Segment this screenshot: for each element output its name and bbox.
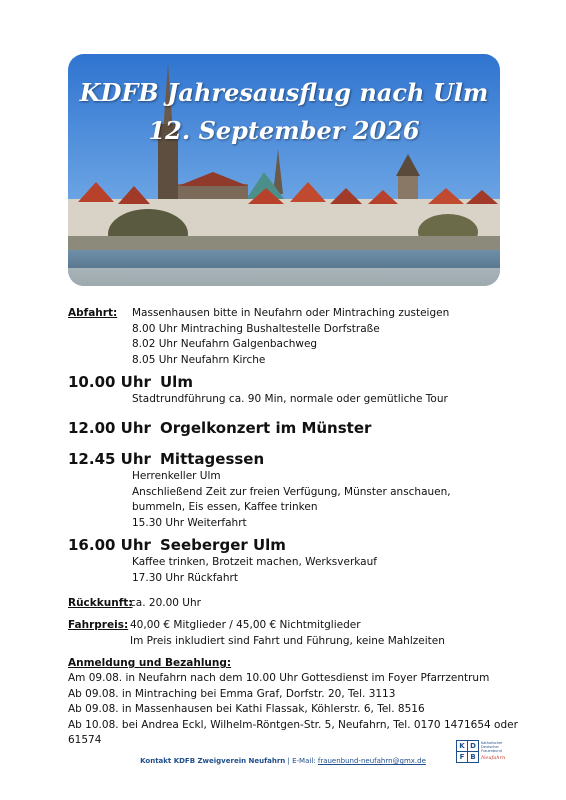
- schedule-time: 10.00 Uhr: [68, 373, 151, 391]
- price-details: [130, 618, 445, 649]
- hero-title-line1: KDFB Jahresausflug nach Ulm: [79, 78, 489, 107]
- footer-email-link[interactable]: frauenbund-neufahrn@gmx.de: [317, 757, 426, 765]
- logo-org-name: Katholischer Deutscher Frauenbund: [481, 741, 503, 754]
- schedule-detail: Herrenkeller Ulm: [132, 470, 221, 482]
- logo-letter-grid: [456, 740, 478, 762]
- registration-line: 61574: [68, 734, 102, 746]
- schedule-details: [132, 555, 377, 586]
- schedule-detail: Kaffee trinken, Brotzeit machen, Werksverkauf: [132, 556, 377, 568]
- schedule-title: Orgelkonzert im Münster: [160, 419, 372, 437]
- departure-line: Massenhausen bitte in Neufahrn oder Mintraching zusteigen: [132, 307, 450, 319]
- kdfb-logo: [456, 740, 510, 770]
- logo-letter: D: [467, 740, 479, 752]
- logo-letter: K: [456, 740, 468, 752]
- logo-script: Neufahrn: [481, 755, 506, 761]
- schedule-detail: 15.30 Uhr Weiterfahrt: [132, 516, 247, 529]
- price-line: Im Preis inkludiert sind Fahrt und Führung, keine Mahlzeiten: [130, 634, 445, 647]
- schedule-time: 12.00 Uhr: [68, 419, 151, 437]
- hero-photo: [68, 54, 500, 286]
- schedule-title: Ulm: [160, 373, 193, 391]
- schedule-detail: 17.30 Uhr Rückfahrt: [132, 571, 238, 584]
- schedule-time: 16.00 Uhr: [68, 536, 151, 554]
- schedule-title: Seeberger Ulm: [160, 536, 286, 554]
- registration-heading: Anmeldung und Bezahlung:: [68, 657, 232, 669]
- footer-separator: | E-Mail:: [285, 757, 318, 765]
- departure-label: Abfahrt:: [68, 307, 118, 319]
- registration-line: Am 09.08. in Neufahrn nach dem 10.00 Uhr Gottesdienst im Foyer Pfarrzentrum: [68, 672, 490, 684]
- departure-line: 8.02 Uhr Neufahrn Galgenbachweg: [132, 338, 318, 350]
- departure-line: 8.05 Uhr Neufahrn Kirche: [132, 353, 266, 366]
- schedule-detail: Anschließend Zeit zur freien Verfügung, Münster anschauen,: [132, 485, 451, 498]
- schedule-details: [132, 392, 448, 408]
- schedule-detail: Stadtrundführung ca. 90 Min, normale oder gemütliche Tour: [132, 393, 448, 405]
- hero-title-line2: 12. September 2026: [148, 116, 420, 145]
- footer-contact: Kontakt KDFB Zweigverein Neufahrn: [140, 757, 286, 765]
- registration-details: [68, 671, 518, 749]
- logo-letter: F: [456, 751, 468, 763]
- logo-letter: B: [467, 751, 479, 763]
- return-value: ca. 20.00 Uhr: [130, 597, 201, 609]
- departure-line: 8.00 Uhr Mintraching Bushaltestelle Dorfstraße: [132, 322, 380, 335]
- schedule-detail: bummeln, Eis essen, Kaffee trinken: [132, 501, 318, 513]
- price-label: Fahrpreis:: [68, 619, 129, 631]
- price-line: 40,00 € Mitglieder / 45,00 € Nichtmitglieder: [130, 619, 361, 631]
- schedule-title: Mittagessen: [160, 450, 265, 468]
- return-label: Rückkunft:: [68, 597, 133, 609]
- schedule-time: 12.45 Uhr: [68, 450, 151, 468]
- registration-line: Ab 10.08. bei Andrea Eckl, Wilhelm-Röntgen-Str. 5, Neufahrn, Tel. 0170 1471654 oder: [68, 718, 518, 731]
- registration-line: Ab 09.08. in Massenhausen bei Kathi Flassak, Köhlerstr. 6, Tel. 8516: [68, 703, 425, 715]
- departure-details: [132, 306, 449, 368]
- schedule-details: [132, 469, 451, 531]
- registration-line: Ab 09.08. in Mintraching bei Emma Graf, Dorfstr. 20, Tel. 3113: [68, 687, 396, 700]
